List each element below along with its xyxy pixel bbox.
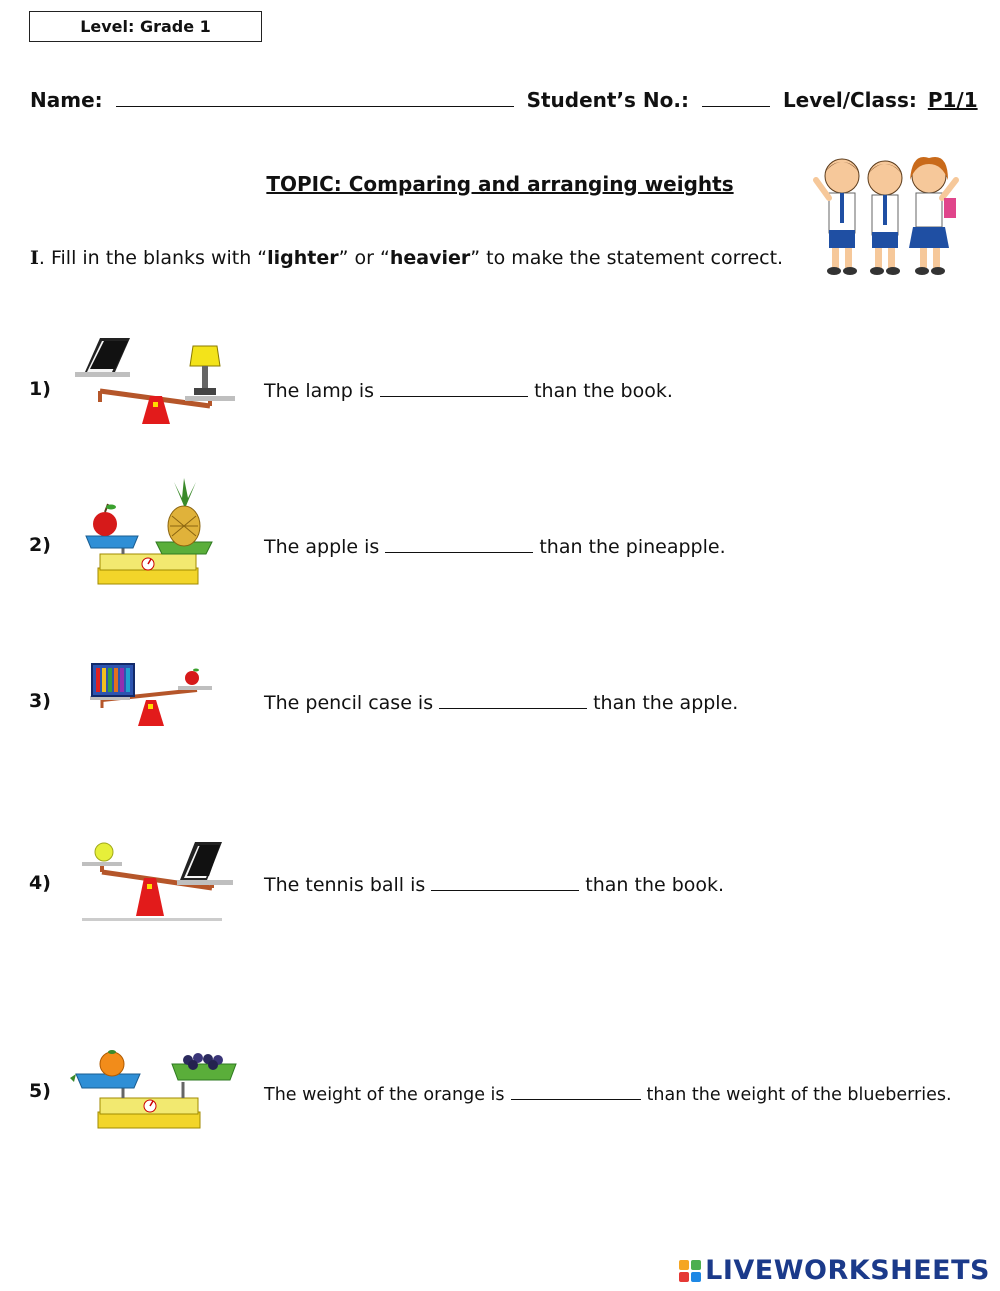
- name-field[interactable]: [116, 86, 514, 107]
- instruction-text-1: . Fill in the blanks with “: [38, 247, 268, 269]
- answer-field-4[interactable]: [431, 872, 579, 891]
- question-5-number: 5): [29, 1080, 51, 1102]
- answer-field-5[interactable]: [511, 1081, 641, 1100]
- instruction: [30, 247, 783, 269]
- logo-icon: [679, 1260, 701, 1282]
- question-3-text: [264, 690, 738, 714]
- instruction-text-2: ” or “: [338, 247, 390, 269]
- scale-image-pencilcase-apple: [82, 656, 217, 728]
- word-heavier: heavier: [389, 247, 471, 269]
- answer-field-3[interactable]: [439, 690, 587, 709]
- scale-image-tennisball-book: [62, 838, 242, 922]
- q3-after: than the apple.: [593, 692, 739, 714]
- question-3-number: 3): [29, 690, 51, 712]
- scale-image-lamp-book: [60, 336, 250, 426]
- q4-before: The tennis ball is: [264, 874, 426, 896]
- children-illustration: [812, 150, 962, 282]
- question-2-number: 2): [29, 534, 51, 556]
- question-1-number: 1): [29, 378, 51, 400]
- question-2-text: [264, 534, 726, 558]
- level-class-label: Level/Class:: [782, 88, 917, 112]
- question-5-text: [264, 1081, 952, 1105]
- student-no-label: Student’s No.:: [526, 88, 689, 112]
- topic-title: TOPIC: Comparing and arranging weights: [266, 172, 734, 196]
- q5-before: The weight of the orange is: [264, 1085, 505, 1105]
- liveworksheets-logo: [679, 1255, 990, 1286]
- answer-field-1[interactable]: [380, 378, 528, 397]
- q5-after: than the weight of the blueberries.: [646, 1085, 952, 1105]
- scale-image-orange-blueberries: [68, 1044, 240, 1132]
- student-info-line: [30, 86, 978, 112]
- q1-after: than the book.: [534, 380, 673, 402]
- answer-field-2[interactable]: [385, 534, 533, 553]
- q3-before: The pencil case is: [264, 692, 434, 714]
- level-box: [29, 11, 262, 42]
- question-4-text: [264, 872, 724, 896]
- q4-after: than the book.: [585, 874, 725, 896]
- logo-text: LIVEWORKSHEETS: [705, 1255, 990, 1286]
- name-label: Name:: [30, 88, 103, 112]
- instruction-number: I: [30, 247, 39, 269]
- level-class-value: P1/1: [927, 88, 978, 112]
- question-1-text: [264, 378, 673, 402]
- level-label: Level: Grade 1: [80, 17, 211, 36]
- instruction-text-3: ” to make the statement correct.: [470, 247, 784, 269]
- q2-before: The apple is: [264, 536, 380, 558]
- scale-image-apple-pineapple: [78, 478, 223, 590]
- q1-before: The lamp is: [264, 380, 375, 402]
- question-4-number: 4): [29, 872, 51, 894]
- student-no-field[interactable]: [702, 86, 770, 107]
- q2-after: than the pineapple.: [539, 536, 726, 558]
- word-lighter: lighter: [267, 247, 339, 269]
